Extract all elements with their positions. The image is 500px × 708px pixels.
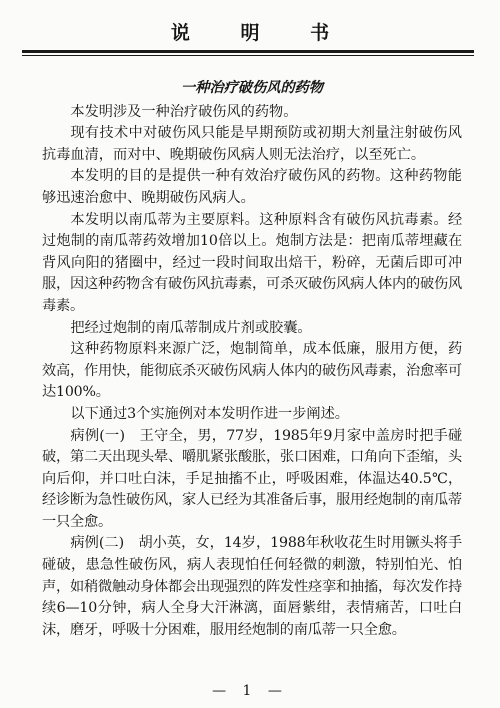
paragraph-examples-intro: 以下通过3个实施例对本发明作进一步阐述。 — [70, 405, 349, 422]
header-rule-thin — [22, 55, 474, 56]
paragraph-advantages: 这种药物原料来源广泛，炮制简单，成本低廉，服用方便，药效高，作用快，能彻底杀灭破伤风病人体内的破伤风毒素，治愈率可达100%。 — [42, 341, 462, 401]
paragraph-intro: 本发明涉及一种治疗破伤风的药物。 — [70, 103, 298, 120]
document-title: 一种治疗破伤风的药物 — [181, 80, 323, 96]
paragraph-objective: 本发明的目的是提供一种有效治疗破伤风的药物。这种药物能够迅速治愈中、晚期破伤风病人。 — [42, 168, 462, 206]
paragraph-case-1: 病例(一) 王守全，男，77岁，1985年9月家中盖房时把手碰破，第二天出现头晕、嚼肌紧张酸胀，张口困难，口角向下歪缩，头向后仰，并口吐白沫，手足抽搐不止，呼吸困难，体温达40.5℃，经诊断为急性破伤风，家人已经为其准备后事，服用经炮制的南瓜蒂一只全愈。 — [42, 427, 462, 530]
page-number: — 1 — — [212, 683, 288, 699]
paragraph-prior-art: 现有技术中对破伤风只能是早期预防或初期大剂量注射破伤风抗毒血清，而对中、晚期破伤风病人则无法治疗，以至死亡。 — [42, 125, 462, 163]
document-body — [42, 78, 462, 641]
paragraph-case-2: 病例(二) 胡小英，女，14岁，1988年秋收花生时用镢头将手碰破，患急性破伤风，病人表现怕任何轻微的刺激，特别怕光、怕声，如稍微触动身体都会出现强烈的阵发性痉挛和抽搐，每次发作持续6—10分钟，病人全身大汗淋漓，面唇紫绀，表情痛苦，口吐白沫，磨牙，呼吸十分困难，服用经炮制的南瓜蒂一只全愈。 — [42, 535, 462, 638]
paragraph-formulation: 把经过炮制的南瓜蒂制成片剂或胶囊。 — [70, 319, 312, 336]
header-rule-thick — [22, 50, 474, 53]
paragraph-method: 本发明以南瓜蒂为主要原料。这种原料含有破伤风抗毒素。经过炮制的南瓜蒂药效增加10倍以上。炮制方法是：把南瓜蒂埋藏在背风向阳的猪圈中，经过一段时间取出焙干，粉碎，无菌后即可冲服，因这种药物含有破伤风抗毒素，可杀灭破伤风病人体内的破伤风毒素。 — [42, 211, 462, 314]
page-title: 说 明 书 — [170, 22, 352, 44]
